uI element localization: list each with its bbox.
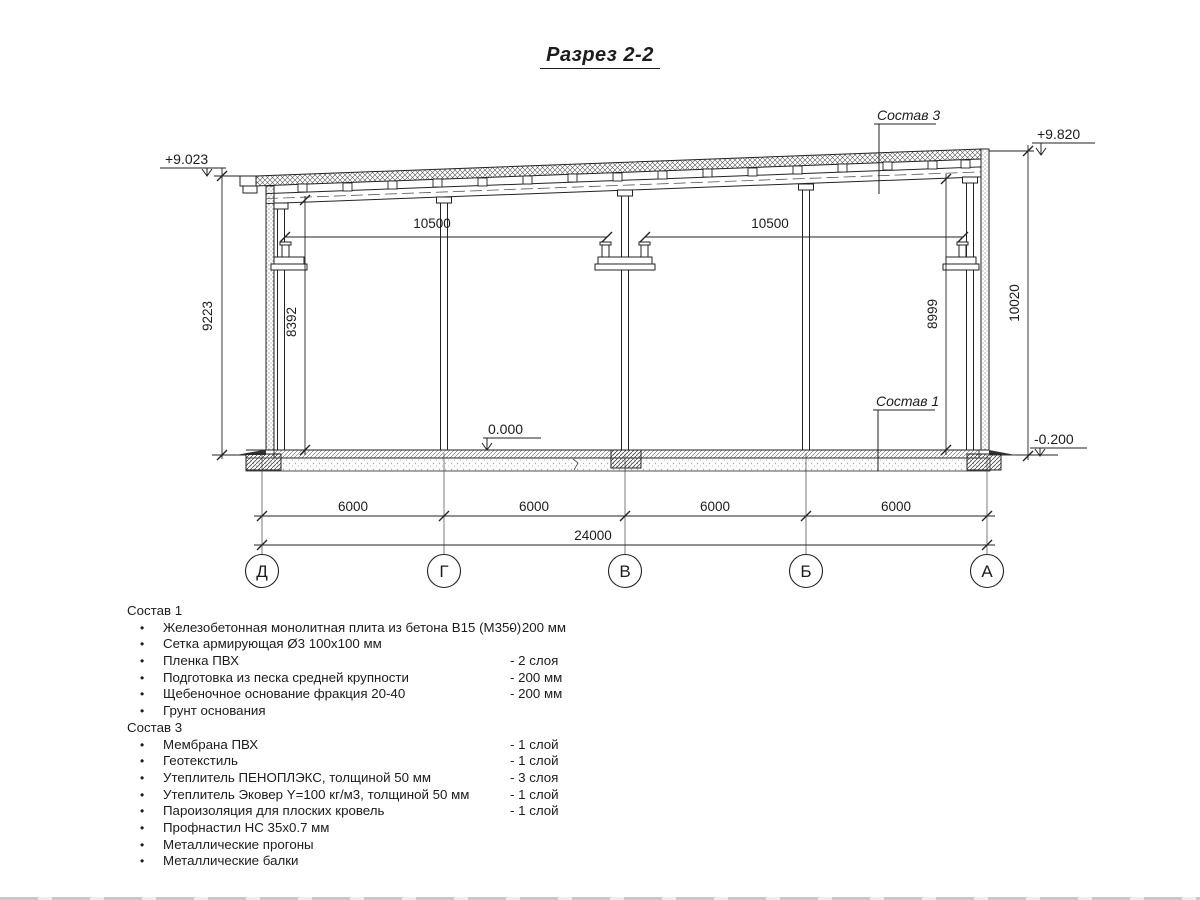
elevation-ground: -0.200 (1034, 431, 1074, 447)
bullet-icon: • (140, 620, 145, 635)
bullet-icon: • (140, 820, 145, 835)
label-sostav3: Состав 3 (877, 107, 941, 123)
sostav1-heading: Состав 1 (127, 603, 183, 618)
dim-height-left-inner: 8392 (284, 306, 299, 338)
item-value: - 2 слоя (510, 653, 559, 669)
item-value: - 1 слой (510, 786, 559, 802)
column-capital (618, 190, 633, 196)
bullet-icon: • (140, 754, 145, 769)
item-text: Грунт основания (163, 703, 266, 719)
item-value: - 1 слой (510, 803, 559, 819)
bullet-icon: • (140, 670, 145, 685)
axis-label: В (619, 562, 631, 581)
item-text: Утеплитель ПЕНОПЛЭКС, толщиной 50 мм (163, 769, 432, 785)
axis-labels (256, 562, 993, 581)
foundation-middle (611, 450, 641, 468)
item-text: Железобетонная монолитная плита из бетона В15 (М350) (163, 619, 522, 635)
item-text: Металлические балки (163, 853, 299, 869)
column-capital (963, 177, 978, 183)
column-v (622, 196, 629, 450)
foundation-left (246, 454, 281, 470)
drawing-title: Разрез 2-2 (0, 44, 1200, 67)
bullet-icon: • (140, 837, 145, 852)
list-item (127, 737, 617, 754)
item-text: Щебеночное основание фракция 20-40 (163, 686, 406, 702)
foundation-right (967, 454, 1001, 470)
list-item (127, 686, 617, 703)
list-item (127, 803, 617, 820)
bottom-dimensions (254, 511, 995, 550)
dim-bay-2: 6000 (518, 499, 550, 514)
dim-bay-4: 6000 (880, 499, 912, 514)
roof-assembly (240, 149, 981, 204)
floor-assembly (212, 450, 1058, 472)
column-b (803, 190, 810, 450)
roof-left-gutter (243, 186, 257, 193)
list-item (127, 787, 617, 804)
bullet-icon: • (140, 654, 145, 669)
list-item (127, 770, 617, 787)
item-text: Мембрана ПВХ (163, 736, 259, 752)
label-sostav1: Состав 1 (876, 393, 940, 409)
bullet-icon: • (140, 687, 145, 702)
list-item (127, 853, 617, 870)
column-g (441, 203, 448, 450)
item-text: Металлические прогоны (163, 836, 314, 852)
bullet-icon: • (140, 637, 145, 652)
item-value: - 200 мм (510, 686, 563, 702)
column-capital (274, 203, 288, 209)
bullet-icon: • (140, 737, 145, 752)
bottom-dimension-texts (338, 499, 911, 543)
item-text: Сетка армирующая Ø3 100х100 мм (163, 636, 382, 652)
list-item (127, 653, 617, 670)
item-value: - 3 слоя (510, 769, 559, 785)
wall-right (981, 149, 989, 450)
item-text: Профнастил НС 35х0.7 мм (163, 819, 330, 835)
column-capital (799, 184, 814, 190)
item-value: - 200 мм (510, 669, 563, 685)
elevation-floor: 0.000 (488, 421, 524, 437)
item-text: Пленка ПВХ (163, 653, 239, 669)
dim-span-left: 10500 (413, 216, 451, 231)
axis-label: А (981, 562, 993, 581)
item-text: Пароизоляция для плоских кровель (163, 803, 385, 819)
axis-label: Б (800, 562, 812, 581)
list-item (127, 670, 617, 687)
item-text: Подготовка из песка средней крупности (163, 669, 409, 685)
materials-notes (127, 603, 617, 870)
dim-total: 24000 (574, 528, 612, 543)
bullet-icon: • (140, 804, 145, 819)
list-item (127, 837, 617, 854)
list-item (127, 820, 617, 837)
list-item (127, 620, 617, 637)
elevation-top-right: +9.820 (1037, 126, 1081, 142)
list-item (127, 753, 617, 770)
wall-left (266, 186, 274, 450)
axis-label: Г (439, 562, 449, 581)
item-text: Геотекстиль (163, 753, 238, 769)
item-value: - 1 слой (510, 736, 559, 752)
column-right (967, 183, 974, 450)
dim-height-left-outer: 9223 (200, 300, 215, 332)
bullet-icon: • (140, 770, 145, 785)
roof-left-end-plate (240, 176, 256, 186)
dim-bay-1: 6000 (337, 499, 369, 514)
item-value: - 200 мм (510, 619, 566, 635)
column-capital (437, 197, 452, 203)
list-item (127, 703, 617, 720)
dim-height-right-inner: 8999 (925, 298, 940, 330)
bullet-icon: • (140, 787, 145, 802)
axis-label: Д (256, 562, 268, 581)
columns (274, 177, 978, 450)
dim-span-right: 10500 (751, 216, 789, 231)
dim-bay-3: 6000 (699, 499, 731, 514)
item-value: - 1 слой (510, 753, 559, 769)
sostav3-heading: Состав 3 (127, 719, 183, 735)
bullet-icon: • (140, 854, 145, 869)
elevation-top-left: +9.023 (165, 151, 209, 167)
item-text: Утеплитель Эковер Y=100 кг/м3, толщиной 50 мм (163, 786, 470, 802)
list-item (127, 636, 617, 653)
bullet-icon: • (140, 704, 145, 719)
dim-height-right-outer: 10020 (1007, 284, 1022, 322)
